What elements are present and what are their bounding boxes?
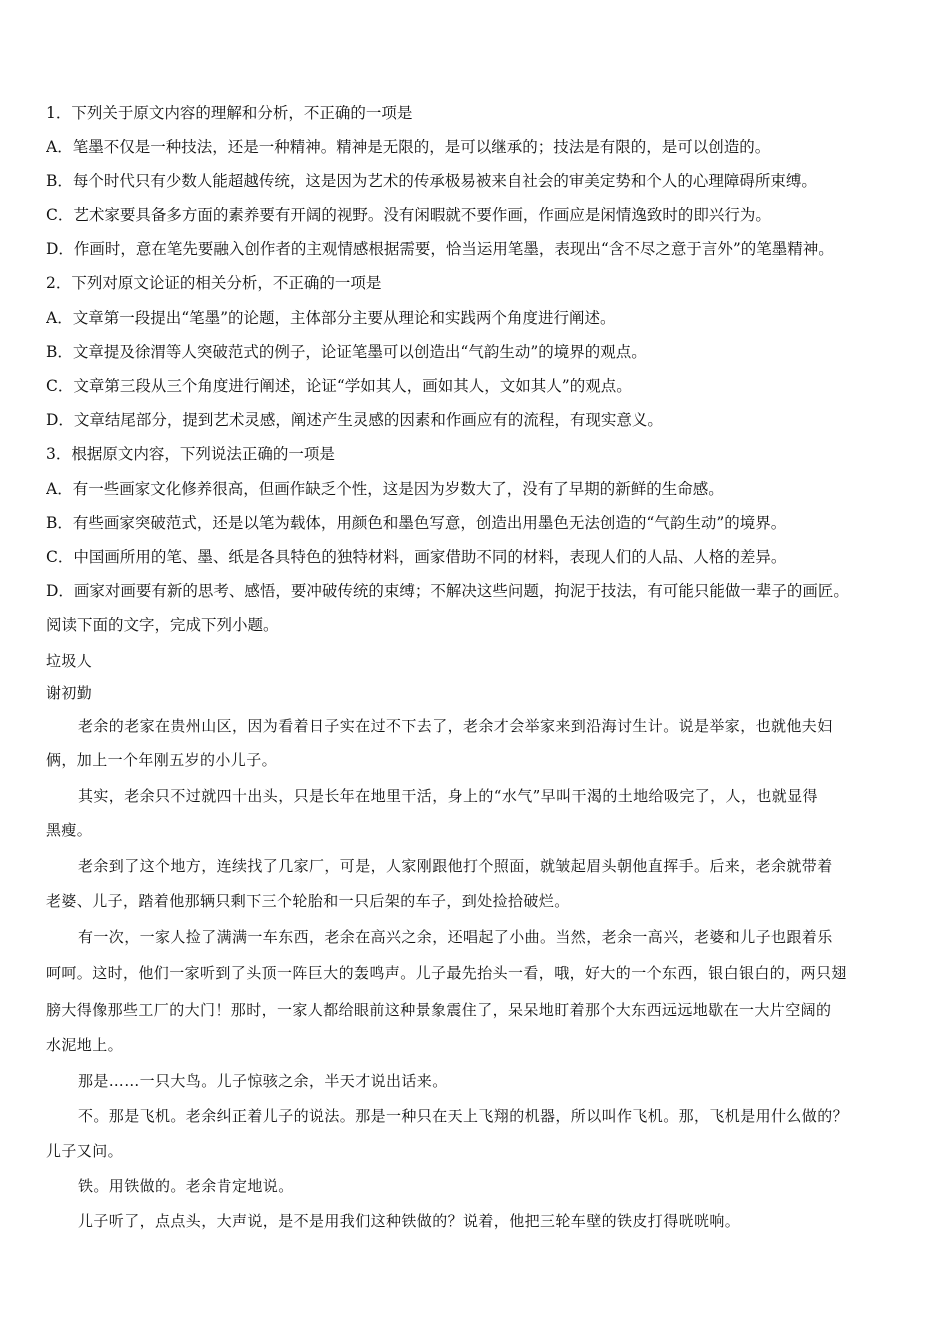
story-line: 膀大得像那些工厂的大门！那时，一家人都给眼前这种景象震住了，呆呆地盯着那个大东西远远地歇在一大片空阔的 [46, 1001, 832, 1019]
question-2-option-d: D．文章结尾部分，提到艺术灵感，阐述产生灵感的因素和作画应有的流程，有现实意义。 [46, 411, 663, 429]
story-line: 俩，加上一个年刚五岁的小儿子。 [46, 751, 278, 769]
question-2-option-b: B．文章提及徐渭等人突破范式的例子，论证笔墨可以创造出“气韵生动”的境界的观点。 [46, 343, 647, 361]
story-line: 儿子听了，点点头，大声说，是不是用我们这种铁做的？说着，他把三轮车壁的铁皮打得咣咣响。 [78, 1212, 741, 1230]
question-3-option-d: D．画家对画要有新的思考、感悟，要冲破传统的束缚；不解决这些问题，拘泥于技法，有可能只能做一辈子的画匠。 [46, 582, 849, 600]
story-author: 谢初勤 [46, 684, 93, 702]
story-line: 老余的老家在贵州山区，因为看着日子实在过不下去了，老余才会举家来到沿海讨生计。说是举家，也就他夫妇 [78, 717, 833, 735]
question-2-option-a: A．文章第一段提出“笔墨”的论题，主体部分主要从理论和实践两个角度进行阐述。 [46, 309, 616, 327]
question-1-stem: 1．下列关于原文内容的理解和分析，不正确的一项是 [46, 104, 413, 122]
question-3-option-a: A．有一些画家文化修养很高，但画作缺乏个性，这是因为岁数大了，没有了早期的新鲜的生命感。 [46, 480, 724, 498]
story-line: 儿子又问。 [46, 1142, 124, 1160]
story-title: 垃圾人 [46, 652, 93, 670]
question-1-option-a: A．笔墨不仅是一种技法，还是一种精神。精神是无限的，是可以继承的；技法是有限的，是可以创造的。 [46, 138, 771, 156]
story-line: 有一次，一家人捡了满满一车东西，老余在高兴之余，还唱起了小曲。当然，老余一高兴，老婆和儿子也跟着乐 [78, 928, 833, 946]
question-2-option-c: C．文章第三段从三个角度进行阐述，论证“学如其人，画如其人，文如其人”的观点。 [46, 377, 632, 395]
story-line: 黑瘦。 [46, 821, 93, 839]
question-2-stem: 2．下列对原文论证的相关分析，不正确的一项是 [46, 274, 382, 292]
story-line: 那是……一只大鸟。儿子惊骇之余，半天才说出话来。 [78, 1072, 448, 1090]
question-3-option-c: C．中国画所用的笔、墨、纸是各具特色的独特材料，画家借助不同的材料，表现人们的人品、人格的差异。 [46, 548, 787, 566]
question-1-option-d: D．作画时，意在笔先要融入创作者的主观情感根据需要，恰当运用笔墨，表现出“含不尽之意于言外”的笔墨精神。 [46, 240, 834, 258]
question-1-option-b: B．每个时代只有少数人能超越传统，这是因为艺术的传承极易被来自社会的审美定势和个人的心理障碍所束缚。 [46, 172, 817, 190]
story-line: 呵呵。这时，他们一家听到了头顶一阵巨大的轰鸣声。儿子最先抬头一看，哦，好大的一个东西，银白银白的，两只翅 [46, 964, 847, 982]
story-line: 老余到了这个地方，连续找了几家厂，可是，人家刚跟他打个照面，就皱起眉头朝他直挥手。后来，老余就带着 [78, 857, 833, 875]
reading-instruction: 阅读下面的文字，完成下列小题。 [46, 616, 279, 634]
story-line: 不。那是飞机。老余纠正着儿子的说法。那是一种只在天上飞翔的机器，所以叫作飞机。那，飞机是用什么做的？ [78, 1107, 849, 1125]
question-1-option-c: C．艺术家要具备多方面的素养要有开阔的视野。没有闲暇就不要作画，作画应是闲情逸致时的即兴行为。 [46, 206, 771, 224]
story-line: 老婆、儿子，踏着他那辆只剩下三个轮胎和一只后架的车子，到处捡拾破烂。 [46, 892, 570, 910]
question-3-option-b: B．有些画家突破范式，还是以笔为载体，用颜色和墨色写意，创造出用墨色无法创造的“气韵生动”的境界。 [46, 514, 787, 532]
story-line: 其实，老余只不过就四十出头，只是长年在地里干活，身上的“水气”早叫干渴的土地给吸完了，人，也就显得 [78, 787, 818, 805]
question-3-stem: 3．根据原文内容，下列说法正确的一项是 [46, 445, 335, 463]
story-line: 水泥地上。 [46, 1036, 124, 1054]
story-line: 铁。用铁做的。老余肯定地说。 [78, 1177, 294, 1195]
